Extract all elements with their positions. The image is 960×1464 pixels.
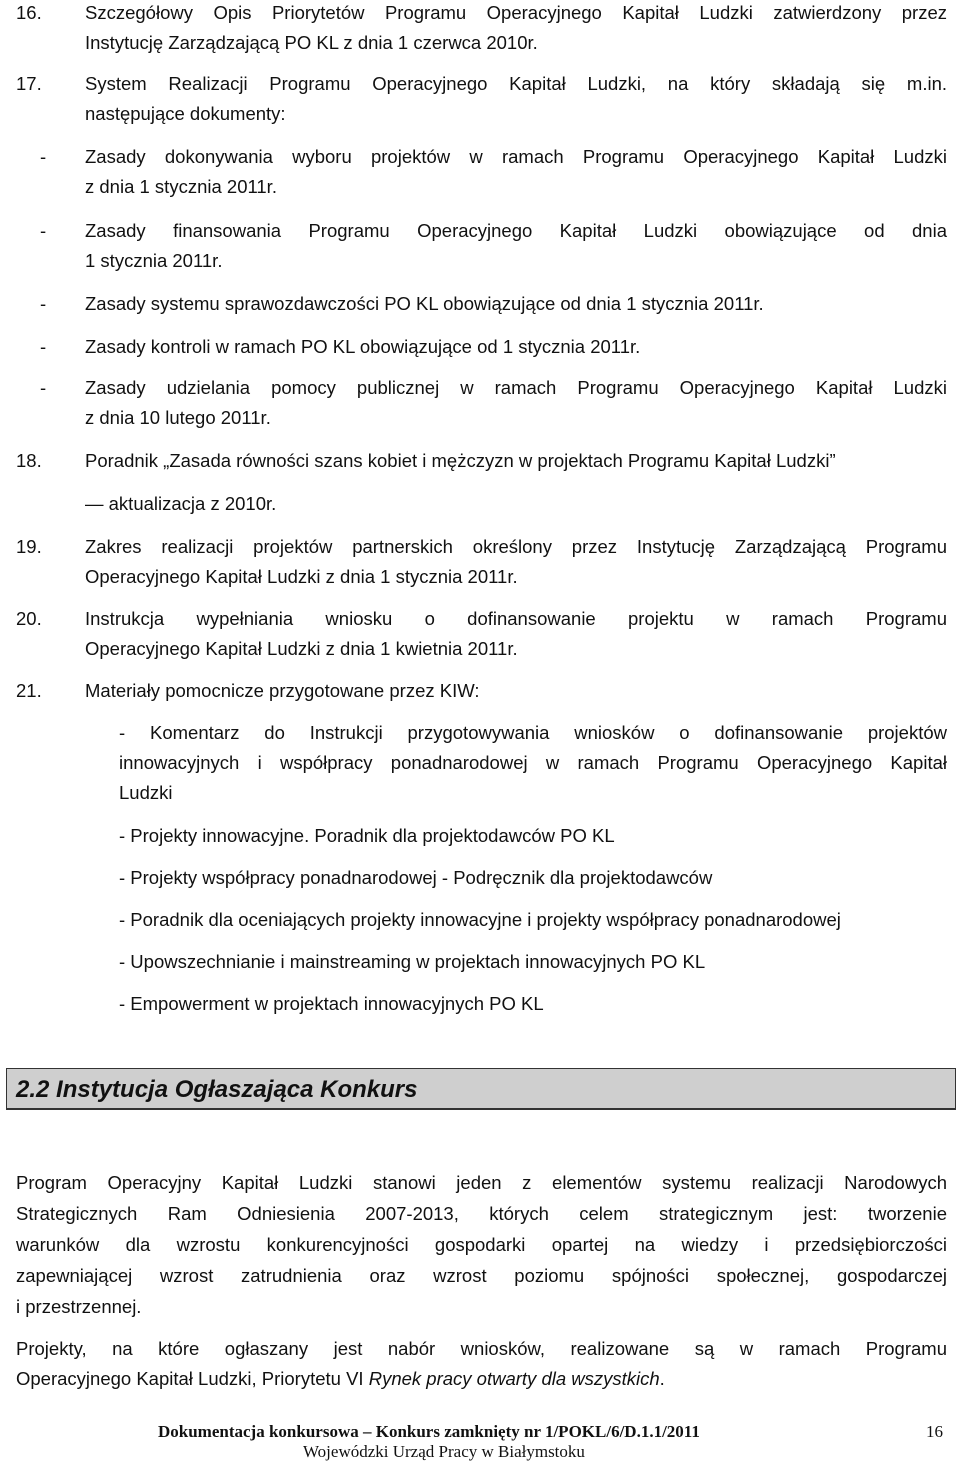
material-item: - Empowerment w projektach innowacyjnych PO KL (119, 993, 544, 1014)
section-heading: 2.2 Instytucja Ogłaszająca Konkurs (16, 1076, 418, 1103)
item-20-line-1: Instrukcja wypełniania wniosku o dofinansowanie projektu w ramach Programu (85, 608, 947, 629)
item-17-line-1: System Realizacji Programu Operacyjnego Kapitał Ludzki, na który składają się m.in. (85, 73, 947, 94)
material-item-line-2: innowacyjnych i współpracy ponadnarodowej w ramach Programu Operacyjnego Kapitał (119, 752, 947, 773)
material-item: - Projekty współpracy ponadnarodowej - Podręcznik dla projektodawców (119, 867, 713, 888)
dash-bullet: - (40, 336, 47, 357)
item-number: 16. (16, 2, 42, 23)
item-20-line-2: Operacyjnego Kapitał Ludzki z dnia 1 kwietnia 2011r. (85, 638, 518, 659)
item-number: 18. (16, 450, 42, 471)
material-item: - Poradnik dla oceniających projekty innowacyjne i projekty współpracy ponadnarodowej (119, 909, 841, 930)
item-number: 20. (16, 608, 42, 629)
item-16-line-2: Instytucję Zarządzającą PO KL z dnia 1 czerwca 2010r. (85, 32, 538, 53)
paragraph-2-line (16, 1368, 665, 1390)
priority-name: Rynek pracy otwarty dla wszystkich (368, 1368, 660, 1389)
footer-page-number: 16 (926, 1422, 943, 1441)
paragraph-1-line: Strategicznych Ram Odniesienia 2007-2013, których celem strategicznym jest: tworzenie (16, 1203, 947, 1224)
item-18-line-2: — aktualizacja z 2010r. (85, 493, 277, 514)
paragraph-1-line: Program Operacyjny Kapitał Ludzki stanowi jeden z elementów systemu realizacji Narodowych (16, 1172, 947, 1193)
footer-doc-title: Dokumentacja konkursowa – Konkurs zamknięty nr 1/POKL/6/D.1.1/2011 (158, 1422, 700, 1441)
paragraph-1-line: warunków dla wzrostu konkurencyjności gospodarki opartej na wiedzy i przedsiębiorczości (16, 1234, 947, 1255)
dash-bullet: - (40, 146, 47, 167)
section-heading-box (6, 1068, 956, 1110)
material-item-line-3: Ludzki (119, 782, 173, 803)
item-19-line-1: Zakres realizacji projektów partnerskich określony przez Instytucję Zarządzającą Programu (85, 536, 947, 557)
dash-item-line-1: Zasady systemu sprawozdawczości PO KL obowiązujące od dnia 1 stycznia 2011r. (85, 293, 764, 314)
item-18-line-1: Poradnik „Zasada równości szans kobiet i mężczyzn w projektach Programu Kapitał Ludzki” (85, 450, 836, 471)
paragraph-2-end: . (659, 1368, 665, 1389)
dash-item-line-2: 1 stycznia 2011r. (85, 250, 223, 271)
paragraph-1-line: i przestrzennej. (16, 1296, 142, 1317)
dash-bullet: - (40, 293, 47, 314)
dash-bullet: - (40, 220, 47, 241)
material-item-line-1: - Komentarz do Instrukcji przygotowywania wniosków o dofinansowanie projektów (119, 722, 947, 743)
dash-item-line-1: Zasady dokonywania wyboru projektów w ramach Programu Operacyjnego Kapitał Ludzki (85, 146, 947, 167)
item-21-line-1: Materiały pomocnicze przygotowane przez KIW: (85, 680, 480, 701)
material-item: - Projekty innowacyjne. Poradnik dla projektodawców PO KL (119, 825, 615, 846)
item-17-line-2: następujące dokumenty: (85, 103, 286, 124)
dash-item-line-1: Zasady udzielania pomocy publicznej w ramach Programu Operacyjnego Kapitał Ludzki (85, 377, 947, 398)
dash-item-line-2: z dnia 1 stycznia 2011r. (85, 176, 277, 197)
item-16-line-1: Szczegółowy Opis Priorytetów Programu Operacyjnego Kapitał Ludzki zatwierdzony przez (85, 2, 947, 23)
paragraph-2-line: Projekty, na które ogłaszany jest nabór wniosków, realizowane są w ramach Programu (16, 1338, 947, 1359)
paragraph-2-text: Operacyjnego Kapitał Ludzki, Priorytetu VI (16, 1368, 369, 1389)
item-number: 21. (16, 680, 42, 701)
paragraph-1-line: zapewniającej wzrost zatrudnienia oraz wzrost poziomu spójności społecznej, gospodarczej (16, 1265, 947, 1286)
dash-item-line-2: z dnia 10 lutego 2011r. (85, 407, 271, 428)
item-number: 19. (16, 536, 42, 557)
dash-item-line-1: Zasady finansowania Programu Operacyjnego Kapitał Ludzki obowiązujące od dnia (85, 220, 947, 241)
dash-bullet: - (40, 377, 47, 398)
dash-item-line-1: Zasady kontroli w ramach PO KL obowiązujące od 1 stycznia 2011r. (85, 336, 641, 357)
material-item: - Upowszechnianie i mainstreaming w projektach innowacyjnych PO KL (119, 951, 706, 972)
footer-office: Wojewódzki Urząd Pracy w Białymstoku (303, 1442, 585, 1461)
item-number: 17. (16, 73, 42, 94)
item-19-line-2: Operacyjnego Kapitał Ludzki z dnia 1 stycznia 2011r. (85, 566, 518, 587)
